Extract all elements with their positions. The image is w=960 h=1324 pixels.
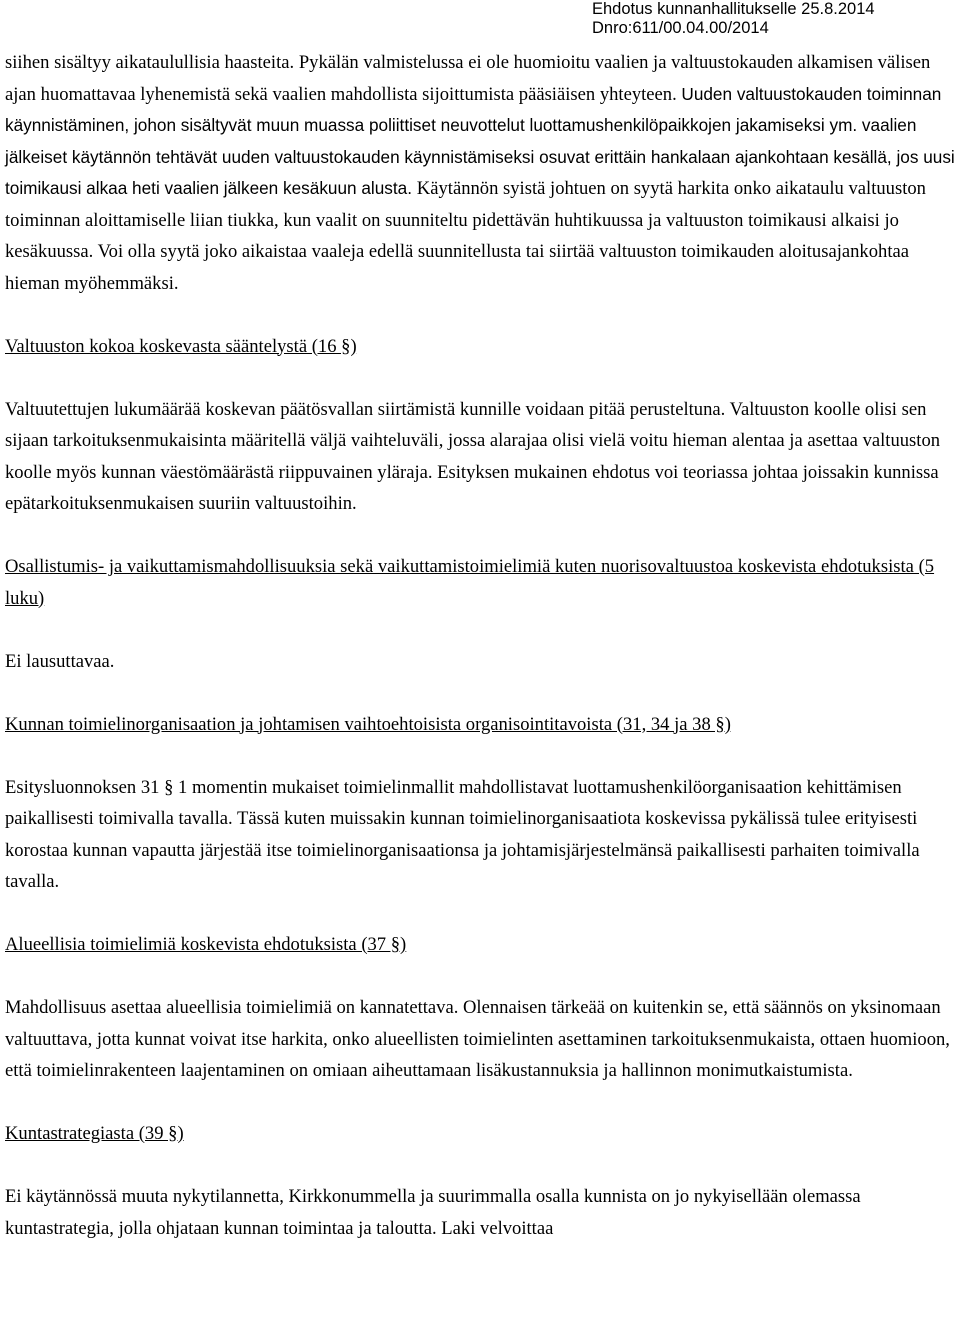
- section-heading-council-size: Valtuuston kokoa koskevasta sääntelystä (16 §): [5, 335, 357, 357]
- stamp-record-number: Dnro:611/00.04.00/2014: [592, 19, 769, 37]
- intro-text-3: Käytännön syistä johtuen on syytä harkita onko aikataulu valtuuston toiminnan aloittamiselle liian tiukka, kun vaalit on suunniteltu pidettävän huhtikuussa ja valtuuston toimikausi alkaisi jo kesäkuussa. Voi olla syytä joko aikaistaa vaaleja edellä suunnitellusta tai siirtää valtuuston toimikauden aloitusajankohtaa hieman myöhemmäksi.: [5, 178, 926, 294]
- section-body-organisation: Esitysluonnoksen 31 § 1 momentin mukaiset toimielinmallit mahdollistavat luottamushenkilöorganisaation kehittämisen paikallisesti toimivalla tavalla. Tässä kuten muissakin kunnan toimielinorganisaatiota koskevissa pykälissä tulee erityisesti korostaa kunnan vapautta järjestää itse toimielinorganisaationsa ja johtamisjärjestelmänsä paikallisesti parhaiten toimivalla tavalla.: [5, 776, 920, 892]
- section-heading-regional-bodies: Alueellisia toimielimiä koskevista ehdotuksista (37 §): [5, 934, 407, 955]
- section-heading-organisation: Kunnan toimielinorganisaation ja johtamisen vaihtoehtoisista organisointitavoista (31, 34 ja 38 §): [5, 713, 731, 735]
- intro-paragraph: [5, 47, 955, 299]
- intro-text-2: Uuden valtuustokauden toiminnan käynnistäminen, johon sisältyvät muun muassa poliittiset neuvottelut luottamushenkilöpaikkojen jakamiseksi ym. vaalien jälkeiset käytännön tehtävät uuden valtuustokauden käynnistämiseksi osuvat erittäin hankalaan ajankohtaan kesällä, jos uusi toimikausi alkaa heti vaalien jälkeen kesäkuun alusta.: [5, 83, 955, 198]
- document-body: [5, 47, 955, 1276]
- section-heading-participation: Osallistumis- ja vaikuttamismahdollisuuksia sekä vaikuttamistoimielimiä kuten nuorisovaltuustoa koskevista ehdotuksista (5 luku): [5, 556, 935, 609]
- section-body-council-size: Valtuutettujen lukumäärää koskevan päätösvallan siirtämistä kunnille voidaan pitää perusteltuna. Valtuuston koolle olisi sen sijaan tarkoituksenmukaisinta määritellä väljä vaihteluväli, jossa alarajaa olisi vielä voitu hieman alentaa ja asettaa valtuuston koolle myös kunnan väestömäärästä riippuvainen yläraja. Esityksen mukainen ehdotus voi teoriassa johtaa joissakin kunnissa epätarkoituksenmukaisen suuriin valtuustoihin.: [5, 398, 941, 514]
- section-heading-strategy: Kuntastrategiasta (39 §): [5, 1123, 184, 1144]
- document-stamp: [592, 0, 952, 38]
- section-body-participation: Ei lausuttavaa.: [5, 650, 115, 672]
- section-body-regional-bodies: Mahdollisuus asettaa alueellisia toimielimiä on kannatettava. Olennaisen tärkeää on kuitenkin se, että säännös on yksinomaan valtuuttava, jotta kunnat voivat itse harkita, onko alueellisten toimielinten asettaminen tarkoituksenmukaista, ottaen huomioon, että toimielinrakenteen laajentaminen on omiaan aiheuttamaan lisäkustannuksia ja hallinnon monimutkaistumista.: [5, 997, 950, 1081]
- intro-text-1: siihen sisältyy aikataulullisia haasteita. Pykälän valmistelussa ei ole huomioitu vaalien ja valtuustokauden alkamisen välisen ajan huomattavaa lyhenemistä sekä vaalien mahdollista sijoittumista pääsiäisen yhteyteen.: [5, 52, 931, 105]
- section-body-strategy: Ei käytännössä muuta nykytilannetta, Kirkkonummella ja suurimmalla osalla kunnista on jo nykyisellään olemassa kuntastrategia, jolla ohjataan kunnan toimintaa ja taloutta. Laki velvoittaa: [5, 1186, 861, 1239]
- stamp-proposal-line: Ehdotus kunnanhallitukselle 25.8.2014: [592, 0, 875, 18]
